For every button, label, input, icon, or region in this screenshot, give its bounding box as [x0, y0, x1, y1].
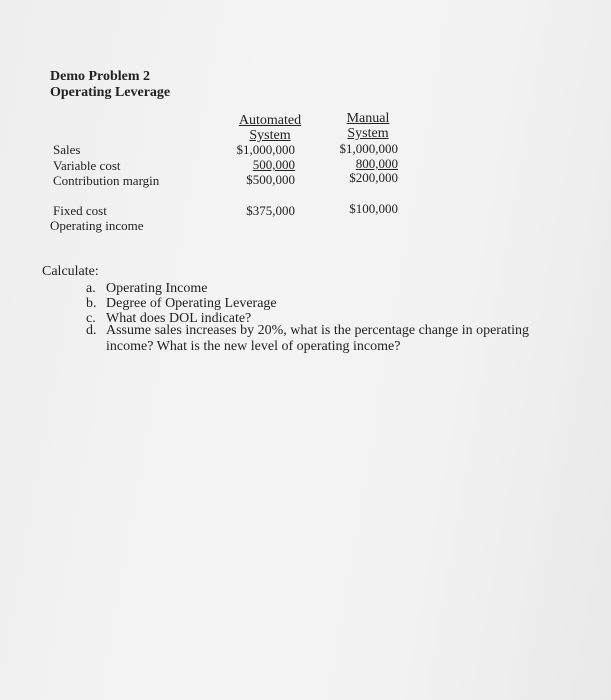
manual-variable-cost-value: 800,000	[355, 156, 398, 171]
calculate-item-b-text: Degree of Operating Leverage	[106, 296, 277, 311]
automated-fixed-cost-value: $375,000	[246, 203, 295, 218]
manual-fixed-cost-value: $100,000	[349, 201, 398, 216]
row-label-contribution-margin: Contribution margin	[53, 173, 160, 188]
column-header-automated	[225, 113, 315, 143]
calculate-item-a-text: Operating Income	[106, 281, 208, 296]
column-header-manual	[328, 111, 408, 141]
manual-sales-value: $1,000,000	[339, 141, 398, 156]
column-header-manual-line1: Manual	[346, 111, 390, 126]
calculate-item-d-marker: d.	[86, 323, 97, 338]
manual-contribution-margin-value: $200,000	[349, 170, 398, 185]
calculate-item-c-text: What does DOL indicate?	[106, 311, 252, 326]
automated-variable-cost-value: 500,000	[252, 157, 295, 172]
calculate-item-c-marker: c.	[86, 311, 96, 326]
column-header-manual-line2: System	[347, 126, 389, 141]
row-label-operating-income: Operating income	[50, 218, 144, 233]
calculate-item-b-marker: b.	[86, 296, 97, 311]
calculate-label: Calculate:	[42, 264, 99, 279]
calculate-item-a-marker: a.	[86, 281, 96, 296]
automated-sales-value: $1,000,000	[236, 142, 295, 157]
problem-subtitle: Operating Leverage	[50, 85, 171, 100]
problem-title: Demo Problem 2	[50, 69, 151, 84]
row-label-variable-cost: Variable cost	[53, 158, 121, 173]
column-header-automated-line1: Automated	[238, 113, 302, 128]
row-label-sales: Sales	[53, 142, 81, 157]
row-label-fixed-cost: Fixed cost	[53, 203, 107, 218]
calculate-item-d-text: Assume sales increases by 20%, what is the percentage change in operating income? What is the new level of operating income?	[106, 323, 529, 354]
column-header-automated-line2: System	[249, 128, 291, 143]
automated-contribution-margin-value: $500,000	[246, 172, 295, 187]
